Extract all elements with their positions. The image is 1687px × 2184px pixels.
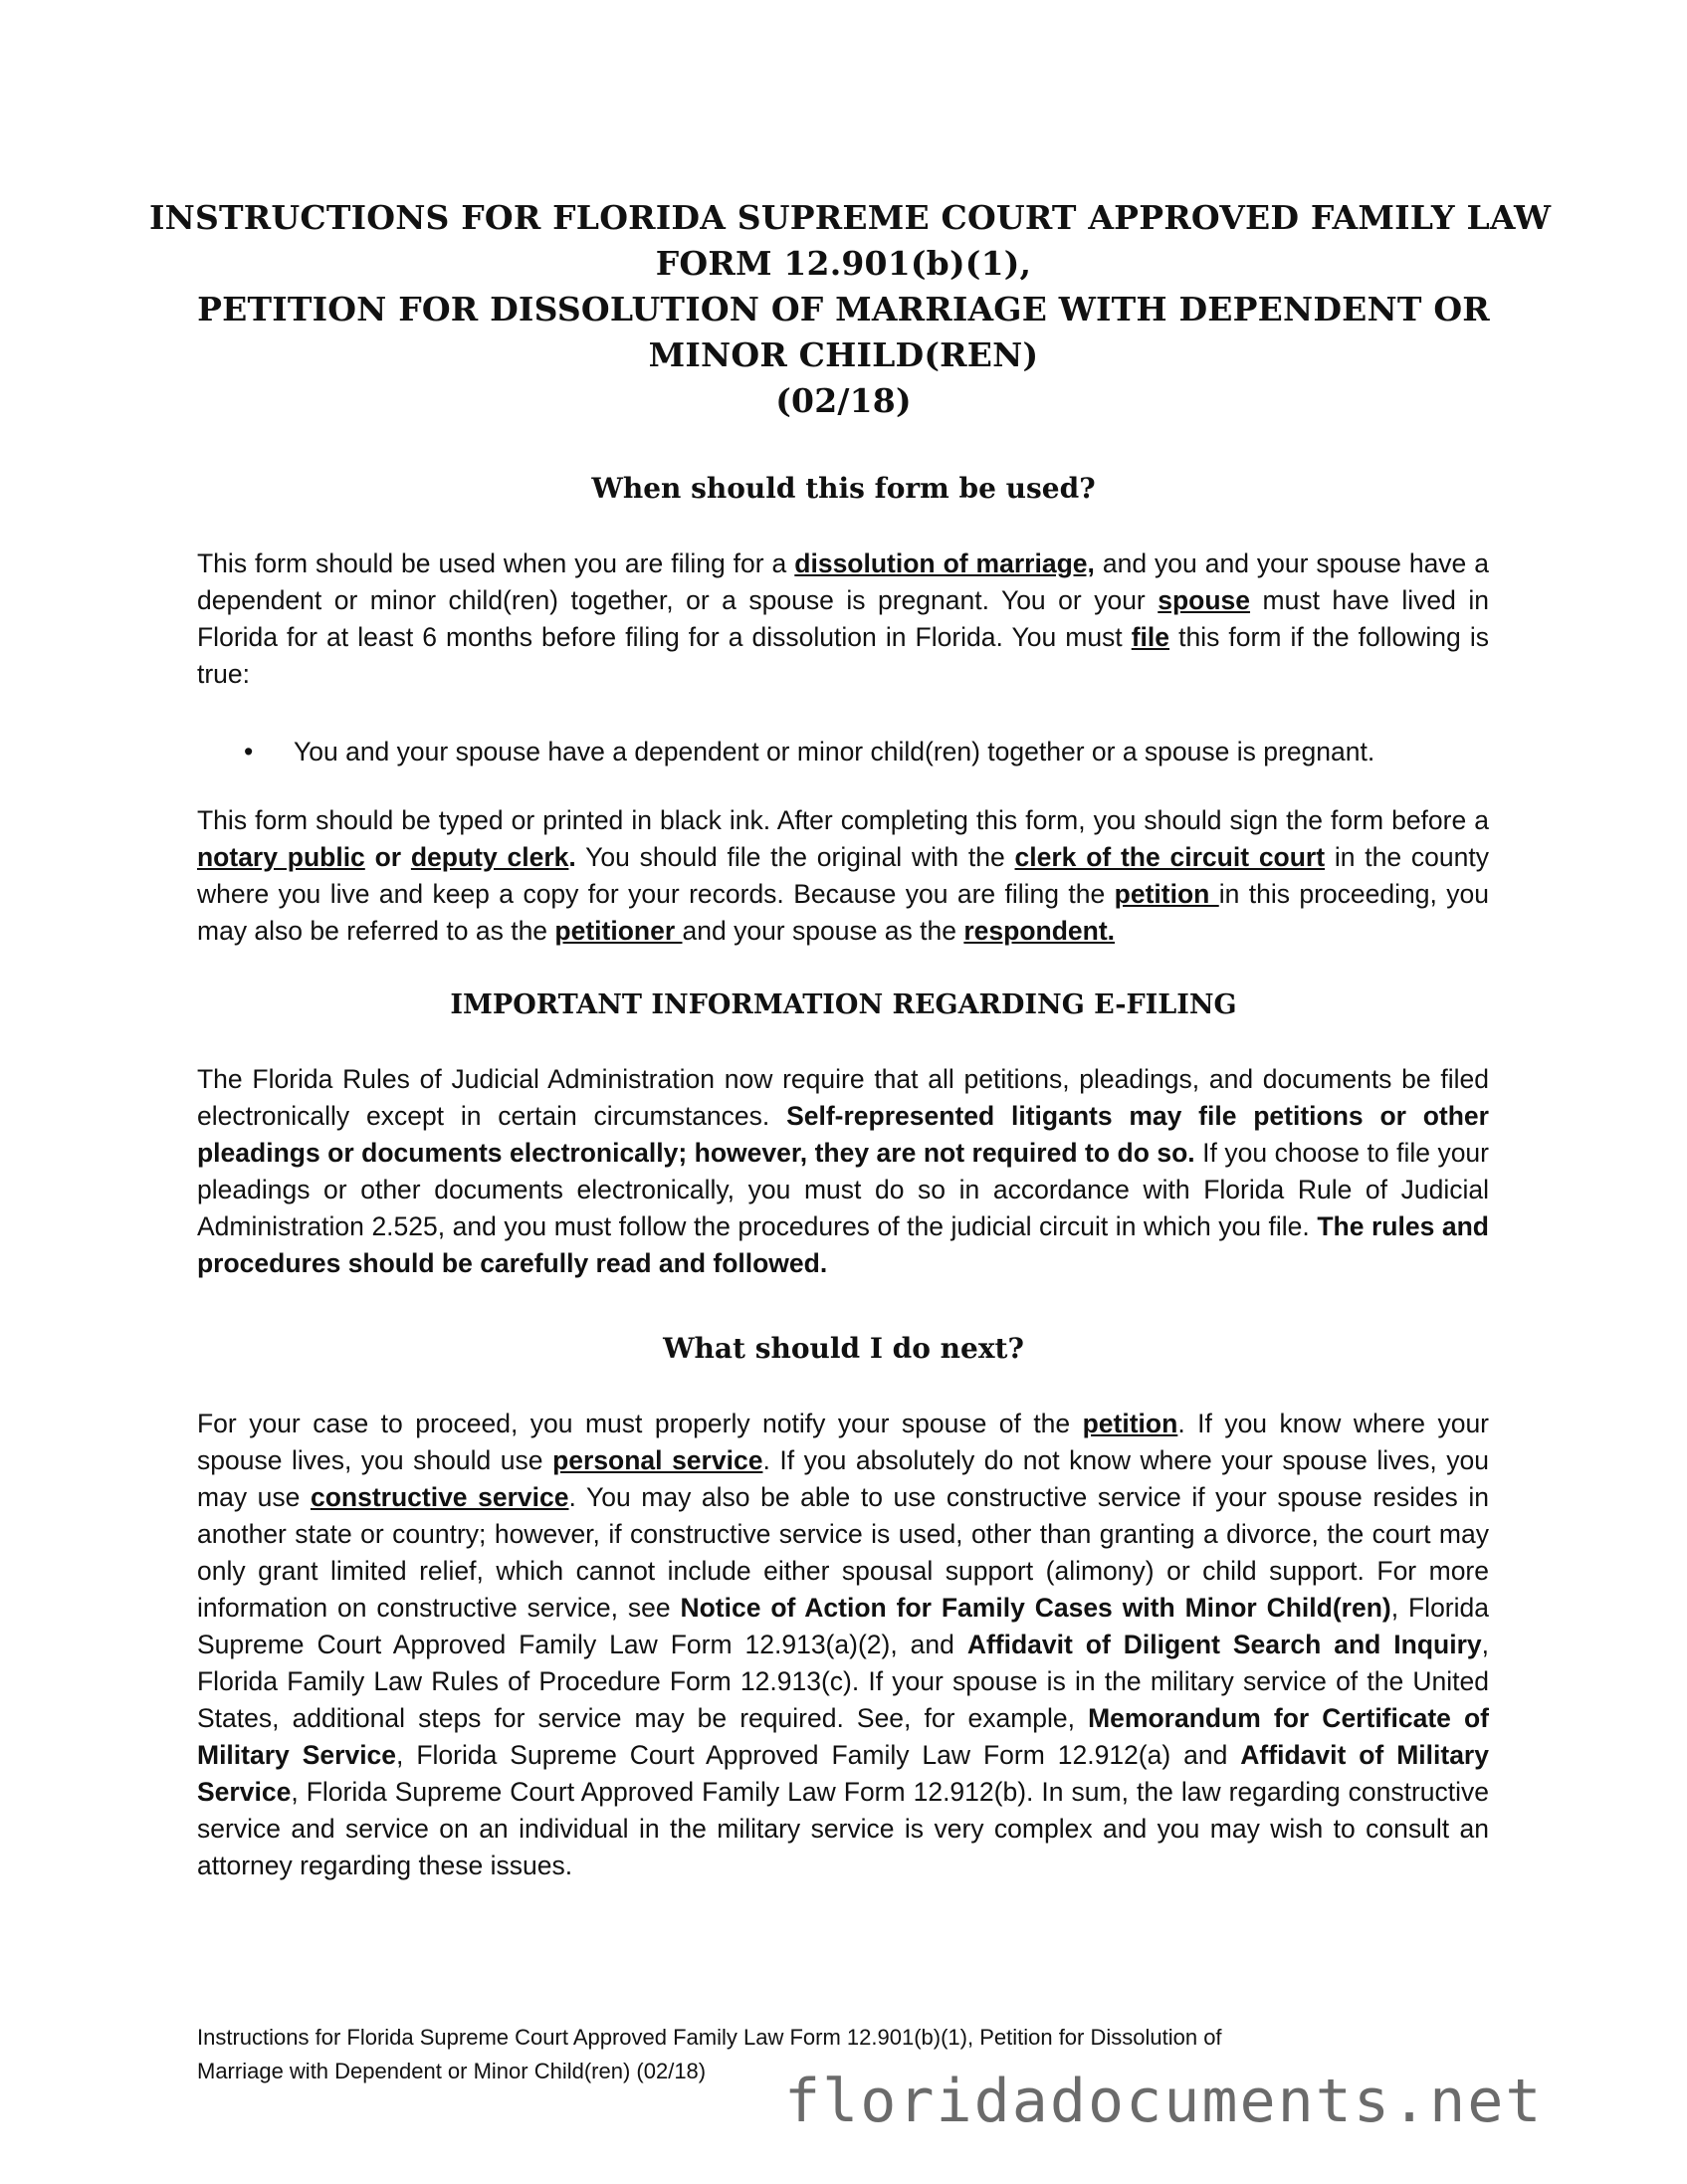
text: must have lived in Florida for at least 6 months before filing for a dissolution in Florida. You must xyxy=(197,585,1489,652)
text: You should file the original with the xyxy=(575,842,1015,872)
text: , Florida Supreme Court Approved Family Law Form 12.913(a)(2), and xyxy=(197,1593,1489,1659)
link-clerk-of-circuit-court[interactable]: clerk of the circuit court xyxy=(1014,842,1326,872)
text: , Florida Family Law Rules of Procedure Form 12.913(c). If your spouse is in the military service of the United States, additional steps for service may be required. See, for example, xyxy=(197,1630,1489,1733)
bold-text: Notice of Action for Family Cases with Minor Child(ren) xyxy=(680,1593,1391,1623)
link-petition-2[interactable]: petition xyxy=(1082,1409,1178,1438)
text: This form should be used when you are filing for a xyxy=(197,548,795,578)
link-dissolution-of-marriage[interactable]: dissolution of marriage, xyxy=(794,548,1095,578)
heading-efiling: IMPORTANT INFORMATION REGARDING E-FILING xyxy=(450,989,1237,1020)
bold-text: Affidavit of Diligent Search and Inquiry xyxy=(966,1630,1482,1659)
link-file[interactable]: file xyxy=(1131,622,1170,652)
bullet-icon: • xyxy=(244,737,254,766)
heading-when-used: When should this form be used? xyxy=(591,472,1096,505)
title-line-4: MINOR CHILD(REN) xyxy=(648,335,1039,374)
text: The Florida Rules of Judicial Administration now require that all petitions, pleadings, and documents be filed electronically except in certain circumstances. xyxy=(197,1064,1489,1131)
text: , Florida Supreme Court Approved Family Law Form 12.912(b). In sum, the law regarding constructive service and service on an individual in the military service is very complex and you may wish to consult an attorney regarding these issues. xyxy=(197,1777,1489,1880)
bold-text: or xyxy=(364,842,411,872)
paragraph-instructions xyxy=(197,802,1489,950)
text: , Florida Supreme Court Approved Family Law Form 12.912(a) and xyxy=(396,1740,1241,1770)
title-line-1: INSTRUCTIONS FOR FLORIDA SUPREME COURT APPROVED FAMILY LAW xyxy=(149,198,1552,237)
bold-text: . xyxy=(568,842,576,872)
bold-text: The rules and procedures should be carefully read and followed. xyxy=(197,1211,1489,1278)
text: If you choose to file your pleadings or other documents electronically, you must do so in accordance with Florida Rule of Judicial Administration 2.525, and you must follow the procedures of the judicial circuit in which you file. xyxy=(197,1138,1489,1241)
footer-line-1: Instructions for Florida Supreme Court Approved Family Law Form 12.901(b)(1), Petition for Dissolution of xyxy=(197,2025,1222,2050)
title-line-3: PETITION FOR DISSOLUTION OF MARRIAGE WITH DEPENDENT OR xyxy=(197,290,1490,328)
bold-text: Self-represented litigants may file petitions or other pleadings or documents electronically; however, they are not required to do so. xyxy=(197,1101,1489,1168)
link-respondent[interactable]: respondent. xyxy=(963,916,1116,946)
text: in this proceeding, you may also be referred to as the xyxy=(197,879,1489,946)
link-notary-public[interactable]: notary public xyxy=(197,842,365,872)
paragraph-efiling xyxy=(197,1061,1489,1282)
link-petitioner[interactable]: petitioner xyxy=(554,916,683,946)
text: this form if the following is true: xyxy=(197,622,1489,689)
text: . If you know where your spouse lives, you should use xyxy=(197,1409,1490,1475)
text: . If you absolutely do not know where your spouse lives, you may use xyxy=(197,1445,1489,1512)
text: and your spouse as the xyxy=(682,916,964,946)
title-line-2: FORM 12.901(b)(1), xyxy=(655,244,1032,283)
bold-text: Affidavit of Military Service xyxy=(197,1740,1489,1807)
link-deputy-clerk[interactable]: deputy clerk xyxy=(410,842,569,872)
watermark: floridadocuments.net xyxy=(784,2067,1544,2136)
heading-what-next: What should I do next? xyxy=(663,1332,1024,1365)
text: . You may also be able to use constructive service if your spouse resides in another state or country; however, if constructive service is used, other than granting a divorce, the court may only grant limited relief, which cannot include either spousal support (alimony) or child support. For more information on constructive service, see xyxy=(197,1482,1489,1623)
text: in the county where you live and keep a copy for your records. Because you are filing the xyxy=(197,842,1489,909)
link-constructive-service[interactable]: constructive service xyxy=(310,1482,569,1512)
link-spouse[interactable]: spouse xyxy=(1158,585,1251,615)
text: This form should be typed or printed in black ink. After completing this form, you should sign the form before a xyxy=(197,805,1489,835)
bold-text: Memorandum for Certificate of Military Service xyxy=(197,1703,1490,1770)
title-line-5: (02/18) xyxy=(775,381,912,420)
link-petition[interactable]: petition xyxy=(1114,879,1219,909)
document-title xyxy=(149,195,1552,424)
footer-line-2: Marriage with Dependent or Minor Child(ren) (02/18) xyxy=(197,2059,707,2083)
text: and you and your spouse have a dependent or minor child(ren) together, or a spouse is pregnant. You or your xyxy=(197,548,1489,615)
bullet-text: You and your spouse have a dependent or minor child(ren) together or a spouse is pregnant. xyxy=(294,737,1375,766)
link-personal-service[interactable]: personal service xyxy=(552,1445,763,1475)
paragraph-what-next xyxy=(197,1406,1489,1884)
paragraph-when-used xyxy=(197,546,1489,693)
text: For your case to proceed, you must properly notify your spouse of the xyxy=(197,1409,1083,1438)
